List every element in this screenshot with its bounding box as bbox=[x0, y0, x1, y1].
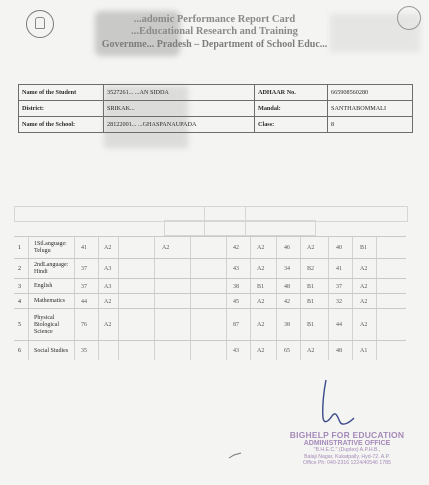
marks-table bbox=[14, 236, 406, 360]
mark-value: 34 bbox=[284, 266, 290, 272]
student-name-label: Name of the Student bbox=[19, 85, 104, 101]
mark-value: 41 bbox=[81, 245, 87, 251]
mark-value: A3 bbox=[104, 266, 112, 272]
mandal-value: SANTHABOMMALI bbox=[328, 101, 413, 117]
mark-value: A2 bbox=[257, 298, 265, 305]
subject-name: 1Stl.anguage: Telugu bbox=[34, 241, 67, 254]
district-value: SRIKAK... bbox=[104, 101, 255, 117]
aadhaar-value: 665908560280 bbox=[328, 85, 413, 101]
mandal-label: Mandal: bbox=[255, 101, 328, 117]
mark-value: B1 bbox=[307, 298, 315, 305]
department-name: Governme... Pradesh – Department of School Educ... bbox=[101, 39, 328, 50]
marks-row bbox=[14, 278, 406, 294]
serial-number: 6 bbox=[18, 348, 21, 354]
mark-value: A2 bbox=[104, 322, 112, 328]
mark-value: 37 bbox=[81, 266, 87, 272]
mark-value: A2 bbox=[360, 322, 368, 328]
serial-number: 1 bbox=[18, 245, 21, 251]
mark-value: 43 bbox=[233, 266, 239, 272]
mark-value: A2 bbox=[257, 322, 265, 328]
mark-value: A2 bbox=[360, 298, 368, 305]
mark-value: 46 bbox=[284, 245, 290, 251]
mark-value: B2 bbox=[307, 266, 315, 272]
mark-value: 42 bbox=[284, 298, 290, 305]
serial-number: 4 bbox=[18, 298, 21, 305]
mark-value: A2 bbox=[360, 266, 368, 272]
tick-mark-icon bbox=[228, 452, 242, 460]
mark-value: 40 bbox=[336, 245, 342, 251]
aadhaar-label: ADHAAR No. bbox=[255, 85, 328, 101]
stamp-title: BIGHELP FOR EDUCATION bbox=[289, 430, 405, 440]
serial-number: 5 bbox=[18, 322, 21, 328]
subject-name: Physical Biological Science bbox=[34, 314, 59, 335]
mark-value: A2 bbox=[360, 283, 368, 290]
student-name-value: 3527261... ...AN SIDDA bbox=[104, 85, 255, 101]
school-value: 28122001... ...GHASPANAUPADA bbox=[104, 117, 255, 133]
mark-value: 35 bbox=[81, 348, 87, 354]
mark-value: A1 bbox=[360, 348, 368, 354]
stamp-address-1: "B.H.E.C." (Duplex) A.P.H.B., bbox=[313, 447, 381, 453]
mark-value: A2 bbox=[307, 245, 315, 251]
marks-row bbox=[14, 308, 406, 341]
subject-name: Mathematics bbox=[34, 298, 65, 304]
subject-name: Social Studies bbox=[34, 347, 69, 354]
mark-value: A2 bbox=[257, 245, 265, 251]
mark-value: 44 bbox=[81, 298, 87, 305]
office-stamp bbox=[272, 430, 422, 467]
council-name: ...Educational Research and Training bbox=[131, 26, 298, 37]
signature-icon bbox=[318, 378, 358, 428]
mark-value: 38 bbox=[284, 322, 290, 328]
mark-value: A2 bbox=[307, 348, 315, 354]
serial-number: 3 bbox=[18, 283, 21, 290]
class-value: 8 bbox=[328, 117, 413, 133]
mark-value: B1 bbox=[307, 322, 315, 328]
report-title: ...adomic Performance Report Card bbox=[133, 14, 296, 25]
mark-value: B1 bbox=[307, 283, 315, 290]
marks-header-faint bbox=[14, 206, 406, 236]
student-info-table bbox=[18, 84, 413, 133]
serial-number: 2 bbox=[18, 266, 21, 272]
mark-value: 45 bbox=[233, 298, 239, 305]
subject-name: 2ndLanguage: Hindi bbox=[34, 262, 69, 275]
mark-value: 38 bbox=[233, 283, 239, 290]
mark-value: A2 bbox=[162, 245, 170, 251]
mark-value: 44 bbox=[336, 322, 342, 328]
mark-value: 37 bbox=[336, 283, 342, 290]
marks-row bbox=[14, 236, 406, 259]
mark-value: A2 bbox=[104, 298, 112, 305]
stamp-address-2: Balaji Nagar, Kukatpally, Hyd-72. A.P. bbox=[304, 453, 390, 460]
marks-row bbox=[14, 340, 406, 361]
mark-value: A2 bbox=[257, 348, 265, 354]
district-label: District: bbox=[19, 101, 104, 117]
marks-row bbox=[14, 258, 406, 279]
mark-value: 41 bbox=[336, 266, 342, 272]
subject-name: English bbox=[34, 283, 53, 289]
mark-value: B1 bbox=[257, 283, 265, 290]
mark-value: 87 bbox=[233, 322, 239, 328]
mark-value: B1 bbox=[360, 245, 368, 251]
mark-value: 32 bbox=[336, 298, 342, 305]
mark-value: 37 bbox=[81, 283, 87, 290]
mark-value: 43 bbox=[233, 348, 239, 354]
mark-value: A3 bbox=[104, 283, 112, 290]
mark-value: A2 bbox=[257, 266, 265, 272]
marks-row bbox=[14, 293, 406, 309]
mark-value: 76 bbox=[81, 322, 87, 328]
mark-value: A2 bbox=[104, 245, 112, 251]
stamp-subtitle: ADMINISTRATIVE OFFICE bbox=[303, 440, 391, 447]
stamp-address-3: Office Ph: 040-2316 1224/40546 1785 bbox=[303, 460, 391, 466]
mark-value: 42 bbox=[233, 245, 239, 251]
mark-value: 48 bbox=[336, 348, 342, 354]
class-label: Class: bbox=[255, 117, 328, 133]
mark-value: 48 bbox=[284, 283, 290, 290]
mark-value: 65 bbox=[284, 348, 290, 354]
school-label: Name of the School: bbox=[19, 117, 104, 133]
